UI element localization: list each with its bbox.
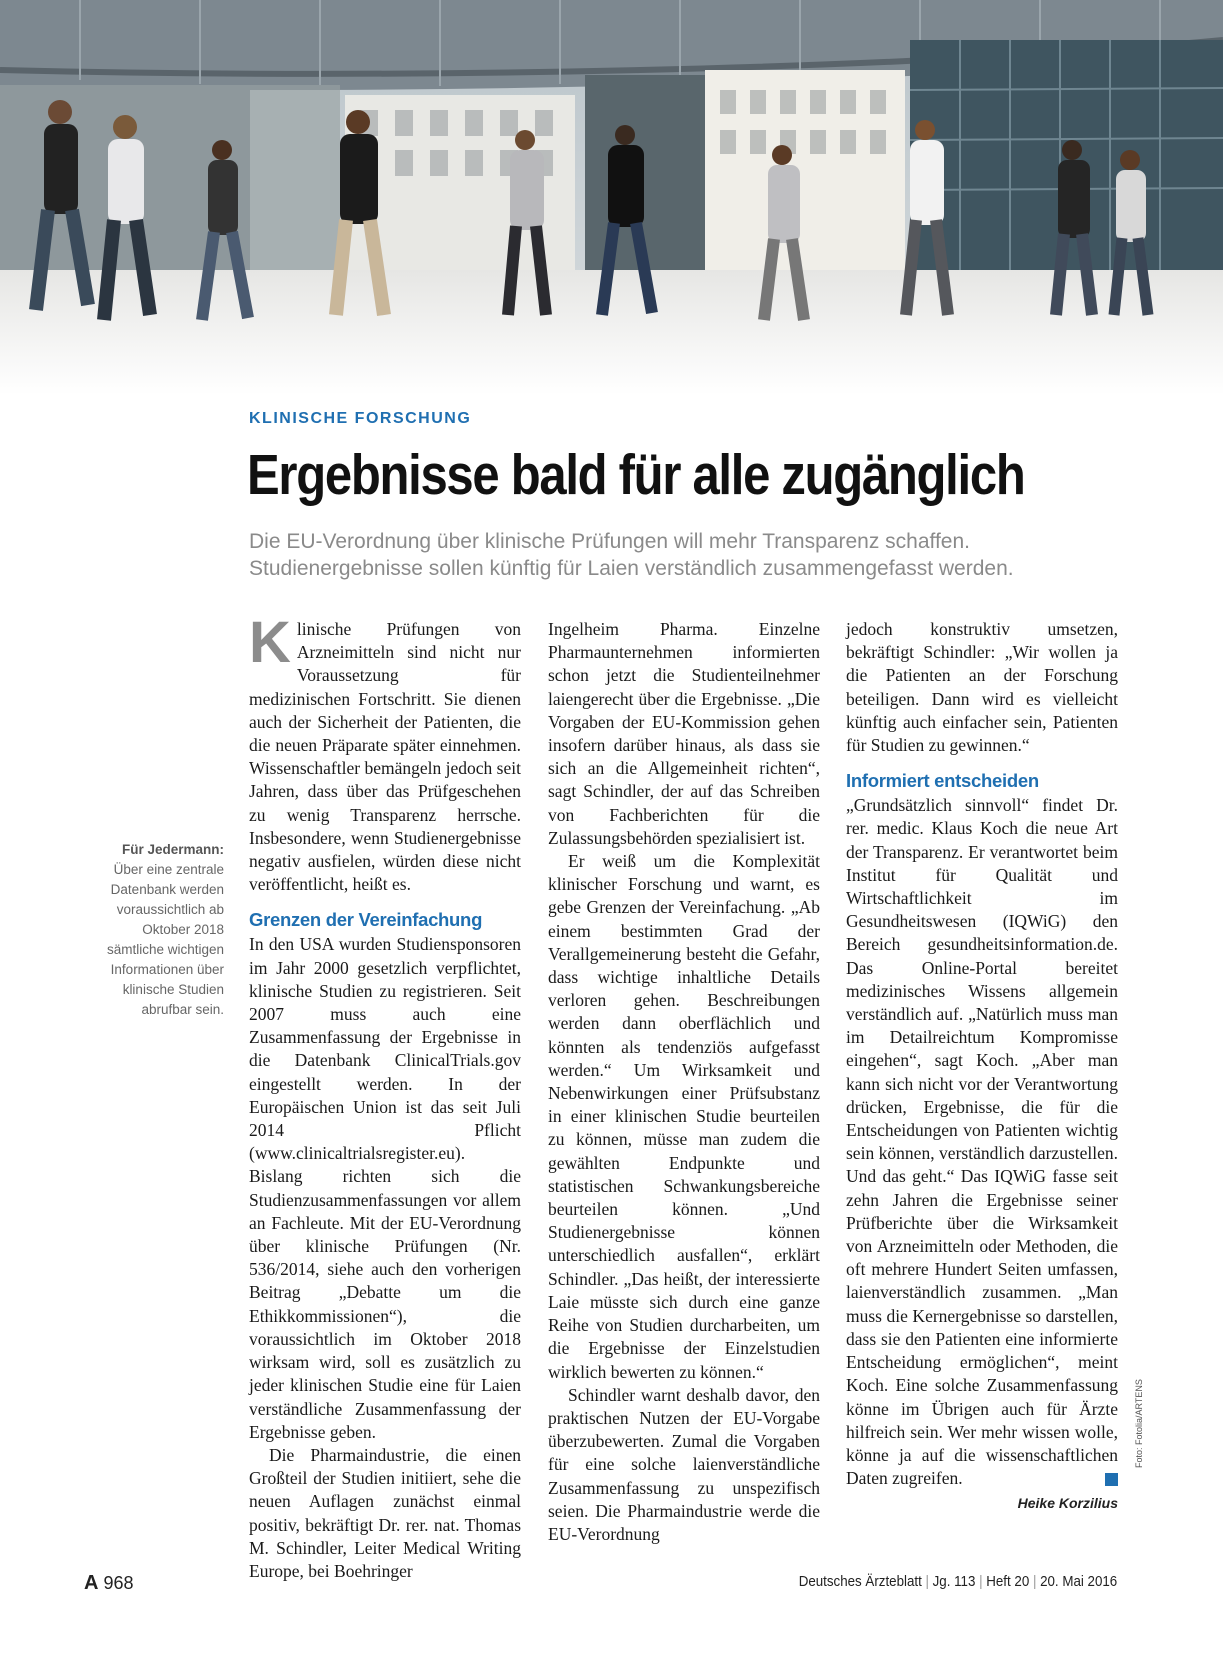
photo-credit: Foto: Fotolia/ARTENS (1134, 1379, 1144, 1468)
article-column-2 (548, 618, 820, 1546)
author-name: Heike Korzilius (1017, 1495, 1118, 1512)
page-number (84, 1572, 134, 1595)
article-kicker: KLINISCHE FORSCHUNG (249, 410, 472, 427)
paragraph: Er weiß um die Komplexität klinischer Forschung und warnt, es gebe Grenzen der Vereinfachung. „Ab einem bestimmten Grad der Verallgemeinerung besteht die Gefahr, dass wichtige inhaltliche Details verloren gehen. Beschreibungen werden dann oberflächlich und könnten als tendenziös aufgefasst werden.“ Um Wirksamkeit und Nebenwirkungen einer Prüfsubstanz in einer klinischen Studie beurteilen zu können, müsse man zudem die gewählten Endpunkte und statistischen Schwankungsbereiche beurteilen können. „Und Studienergebnisse können unterschiedlich ausfallen“, erklärt Schindler. „Das heißt, der interessierte Laie müsste sich durch eine ganze Reihe von Studien durcharbeiten, um die Ergebnisse der Einzelstudien wirklich bewerten zu können.“ (548, 851, 820, 1382)
end-mark-icon (1105, 1473, 1118, 1486)
journal-volume: Jg. 113 (932, 1574, 976, 1590)
page-prefix: A (84, 1572, 99, 1594)
paragraph: Die Pharmaindustrie, die einen Großteil der Studien initiiert, sehe die neuen Auflagen zunächst einmal positiv, bekräftigt Dr. rer. nat. Thomas M. Schindler, Leiter Medical Writing Europe, bei Boehringer (249, 1444, 521, 1581)
standfirst-line: Studienergebnisse sollen künftig für Laien verständlich zusammengefasst werden. (249, 557, 1014, 580)
paragraph: Ingelheim Pharma. Einzelne Pharmaunternehmen informierten schon jetzt die Studienteilnehmer laiengerecht über die Ergebnisse. „Die Vorgaben der EU-Kommission gehen insofern darüber hinaus, als dass sie sich an die Allgemeinheit richten“, sagt Schindler, der auf das Schreiben von Fachberichten für die Zulassungsbehörden spezialisiert ist. (548, 619, 820, 848)
journal-issue: Heft 20 (986, 1574, 1030, 1590)
article-headline: Ergebnisse bald für alle zugänglich (247, 443, 1025, 507)
paragraph (846, 794, 1118, 1490)
subheading: Informiert entscheiden (846, 770, 1039, 792)
drop-cap: K (249, 610, 291, 675)
journal-footer: Deutsches Ärzteblatt | Jg. 113 | Heft 20 | 20. Mai 2016 (798, 1574, 1117, 1590)
paragraph: In den USA wurden Studiensponsoren im Jahr 2000 gesetzlich verpflichtet, klinische Studien zu registrieren. Seit 2007 muss auch eine Zusammenfassung der Ergebnisse in die Datenbank ClinicalTrials.gov eingestellt werden. In der Europäischen Union ist das seit Juli 2014 Pflicht (www.clinicaltrialsregister.eu). Bislang richten sich die Studienzusammenfassungen vor allem an Fachleute. Mit der EU-Verordnung über klinische Prüfungen (Nr. 536/2014, siehe auch den vorherigen Beitrag „Debatte um die Ethikkommissionen“), die voraussichtlich im Oktober 2018 wirksam wird, soll es zusätzlich zu jeder klinischen Studie eine für Laien verständliche Zusammenfassung der Ergebnisse geben. (249, 934, 521, 1442)
article-standfirst (249, 528, 1129, 582)
standfirst-line: Die EU-Verordnung über klinische Prüfungen will mehr Transparenz schaffen. (249, 530, 970, 553)
page-number-value: 968 (103, 1573, 134, 1593)
subheading: Grenzen der Vereinfachung (249, 909, 483, 931)
paragraph: jedoch konstruktiv umsetzen, bekräftigt Schindler: „Wir wollen ja die Patienten an der Forschung beteiligen. Dann wird es vielleicht künftig auch einfacher sein, Patienten für Studien zu gewinnen.“ (846, 619, 1118, 756)
journal-name: Deutsches Ärzteblatt (798, 1574, 922, 1590)
crowd-photo (0, 0, 1223, 395)
article-column-1 (249, 610, 521, 1583)
caption-text: Über eine zentrale Datenbank werden voraussichtlich ab Oktober 2018 sämtliche wichtigen Informationen über klinische Studien abrufbar sein. (106, 862, 224, 1017)
paragraph-text: „Grundsätzlich sinnvoll“ findet Dr. rer. medic. Klaus Koch die neue Art der Transparenz. Er verantwortet beim Institut für Qualität und Wirtschaftlichkeit im Gesundheitswesen (IQWiG) den Bereich gesundheitsinformation.de. Das Online-Portal bereitet medizinisches Wissens allgemein verständlich auf. „Natürlich muss man im Detailreichtum Kompromisse eingehen“, sagt Koch. „Aber man kann sich nicht vor der Verantwortung drücken, Ergebnisse, die für die Entscheidungen von Patienten wichtig sein können, verständlich darzustellen. Und das geht.“ Das IQWiG fasse seit zehn Jahren die Ergebnisse seiner Prüfberichte über die Wirksamkeit von Arzneimitteln oder Methoden, die oft mehrere Hundert Seiten umfassen, laienverständlich zusammen. „Man muss die Kernergebnisse so darstellen, dass sie den Patienten eine informierte Entscheidung ermöglichen“, meint Koch. Eine solche Zusammenfassung könne im Übrigen auch für Ärzte hilfreich sein. Wer mehr wissen wolle, könne ja auf die wissenschaftlichen Daten zugreifen. (846, 795, 1118, 1489)
paragraph: Schindler warnt deshalb davor, den praktischen Nutzen der EU-Vorgabe überzubewerten. Zumal die Vorgaben für eine solche laienverständliche Zusammenfassung zu unspezifisch seien. Die Pharmaindustrie werde die EU-Verordnung (548, 1384, 820, 1544)
caption-lead: Für Jedermann: (121, 842, 224, 857)
paragraph: linische Prüfungen von Arzneimitteln sind nicht nur Voraussetzung für medizinischen Fortschritt. Sie dienen auch der Sicherheit der Patienten, die die neuen Präparate später einnehmen. Wissenschaftler bemängeln jedoch seit Jahren, dass über das Prüfgeschehen zu wenig Transparenz herrsche. Insbesondere, wenn Studienergebnisse negativ ausfielen, würden diese nicht veröffentlicht, heißt es. (249, 619, 521, 895)
photo-caption (92, 840, 224, 1020)
journal-date: 20. Mai 2016 (1039, 1574, 1117, 1590)
article-column-3 (846, 618, 1118, 1514)
